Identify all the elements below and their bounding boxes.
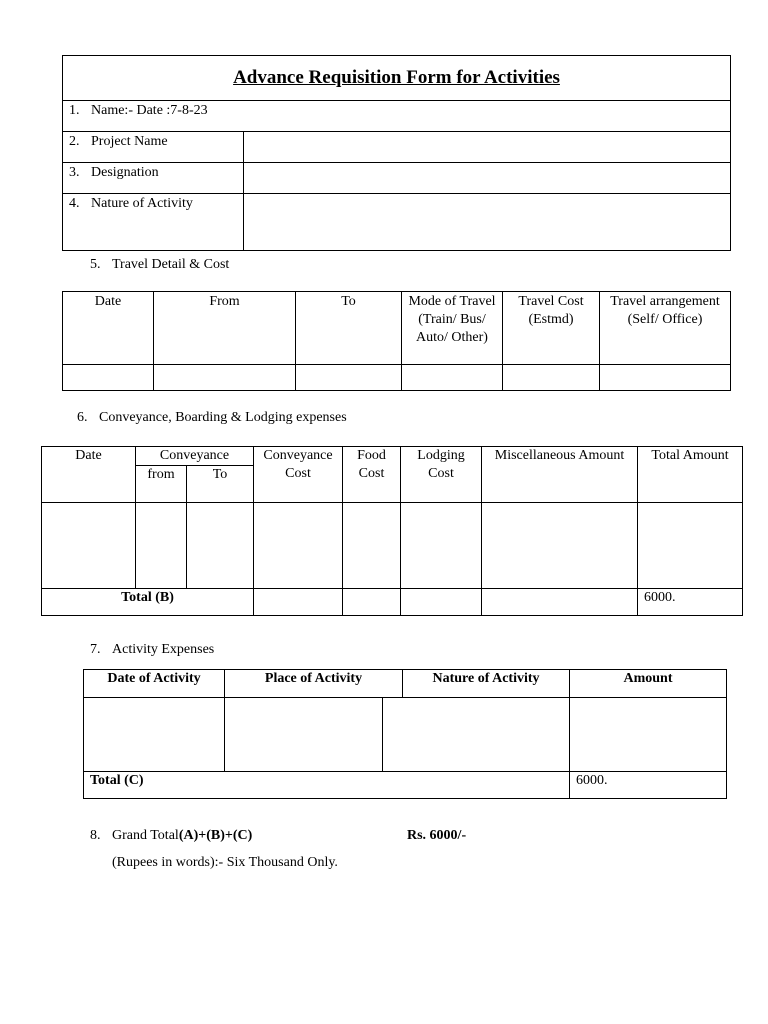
field-number: 2.: [69, 134, 80, 149]
activity-nature-input[interactable]: [383, 698, 570, 772]
conv-to-input[interactable]: [187, 503, 254, 589]
col-header: Travel arrangement (Self/ Office): [600, 292, 731, 365]
field-label: Project Name: [91, 134, 168, 149]
col-header: Travel Cost (Estmd): [503, 292, 600, 365]
field-number: 3.: [69, 165, 80, 180]
total-amount-input[interactable]: [638, 503, 743, 589]
amount-in-words: (Rupees in words):- Six Thousand Only.: [112, 855, 338, 870]
travel-mode-input[interactable]: [402, 365, 503, 391]
col-header: Place of Activity: [225, 670, 403, 698]
total-b-label: Total (B): [42, 589, 254, 616]
field-number: 1.: [69, 103, 80, 118]
total-b-value[interactable]: 6000.: [638, 589, 743, 616]
activity-place-input[interactable]: [225, 698, 383, 772]
conv-from-input[interactable]: [136, 503, 187, 589]
grand-total-line: 8. Grand Total(A)+(B)+(C): [90, 828, 253, 843]
travel-to-input[interactable]: [296, 365, 402, 391]
col-header: Total Amount: [638, 447, 743, 503]
name-date-field[interactable]: [63, 101, 731, 132]
col-header: From: [154, 292, 296, 365]
col-header: Nature of Activity: [403, 670, 570, 698]
travel-date-input[interactable]: [63, 365, 154, 391]
project-name-label-cell: [63, 132, 244, 163]
form-title: Advance Requisition Form for Activities: [233, 67, 560, 88]
col-header: Date: [63, 292, 154, 365]
conv-date-input[interactable]: [42, 503, 136, 589]
col-header: Conveyance: [136, 447, 254, 466]
activity-date-input[interactable]: [84, 698, 225, 772]
requisition-details-table: [62, 55, 731, 251]
col-header: To: [296, 292, 402, 365]
grand-total-formula: (A)+(B)+(C): [178, 828, 253, 843]
total-food-cost[interactable]: [343, 589, 401, 616]
field-label: Designation: [91, 165, 159, 180]
total-lodging-cost[interactable]: [401, 589, 482, 616]
designation-input[interactable]: [244, 163, 731, 194]
col-header: from: [136, 466, 187, 503]
title-cell: [63, 56, 731, 101]
project-name-input[interactable]: [244, 132, 731, 163]
total-c-value[interactable]: 6000.: [570, 772, 727, 799]
col-header: Food Cost: [343, 447, 401, 503]
activity-table: [83, 669, 727, 799]
total-c-label: Total (C): [84, 772, 570, 799]
grand-total-label: Grand Total: [112, 828, 179, 843]
lodging-cost-input[interactable]: [401, 503, 482, 589]
total-conv-cost[interactable]: [254, 589, 343, 616]
col-header: To: [187, 466, 254, 503]
grand-total-amount: Rs. 6000/-: [407, 828, 467, 843]
col-header: Date: [42, 447, 136, 503]
col-header: Lodging Cost: [401, 447, 482, 503]
field-label: Nature of Activity: [91, 196, 193, 211]
nature-activity-input[interactable]: [244, 194, 731, 251]
nature-activity-label-cell: [63, 194, 244, 251]
col-header: Miscellaneous Amount: [482, 447, 638, 503]
activity-heading: 7. Activity Expenses: [90, 642, 215, 657]
col-header: Amount: [570, 670, 727, 698]
designation-label-cell: [63, 163, 244, 194]
total-misc-amount[interactable]: [482, 589, 638, 616]
food-cost-input[interactable]: [343, 503, 401, 589]
activity-amount-input[interactable]: [570, 698, 727, 772]
conveyance-table: [41, 446, 743, 616]
field-number: 4.: [69, 196, 80, 211]
travel-from-input[interactable]: [154, 365, 296, 391]
travel-arrangement-input[interactable]: [600, 365, 731, 391]
travel-table: [62, 291, 731, 391]
travel-cost-input[interactable]: [503, 365, 600, 391]
col-header: Date of Activity: [84, 670, 225, 698]
conv-cost-input[interactable]: [254, 503, 343, 589]
travel-heading: 5. Travel Detail & Cost: [90, 257, 230, 272]
conveyance-heading: 6. Conveyance, Boarding & Lodging expenses: [77, 410, 347, 425]
col-header: Conveyance Cost: [254, 447, 343, 503]
misc-amount-input[interactable]: [482, 503, 638, 589]
field-label: Name:- Date :7-8-23: [91, 103, 208, 118]
col-header: Mode of Travel (Train/ Bus/ Auto/ Other): [402, 292, 503, 365]
